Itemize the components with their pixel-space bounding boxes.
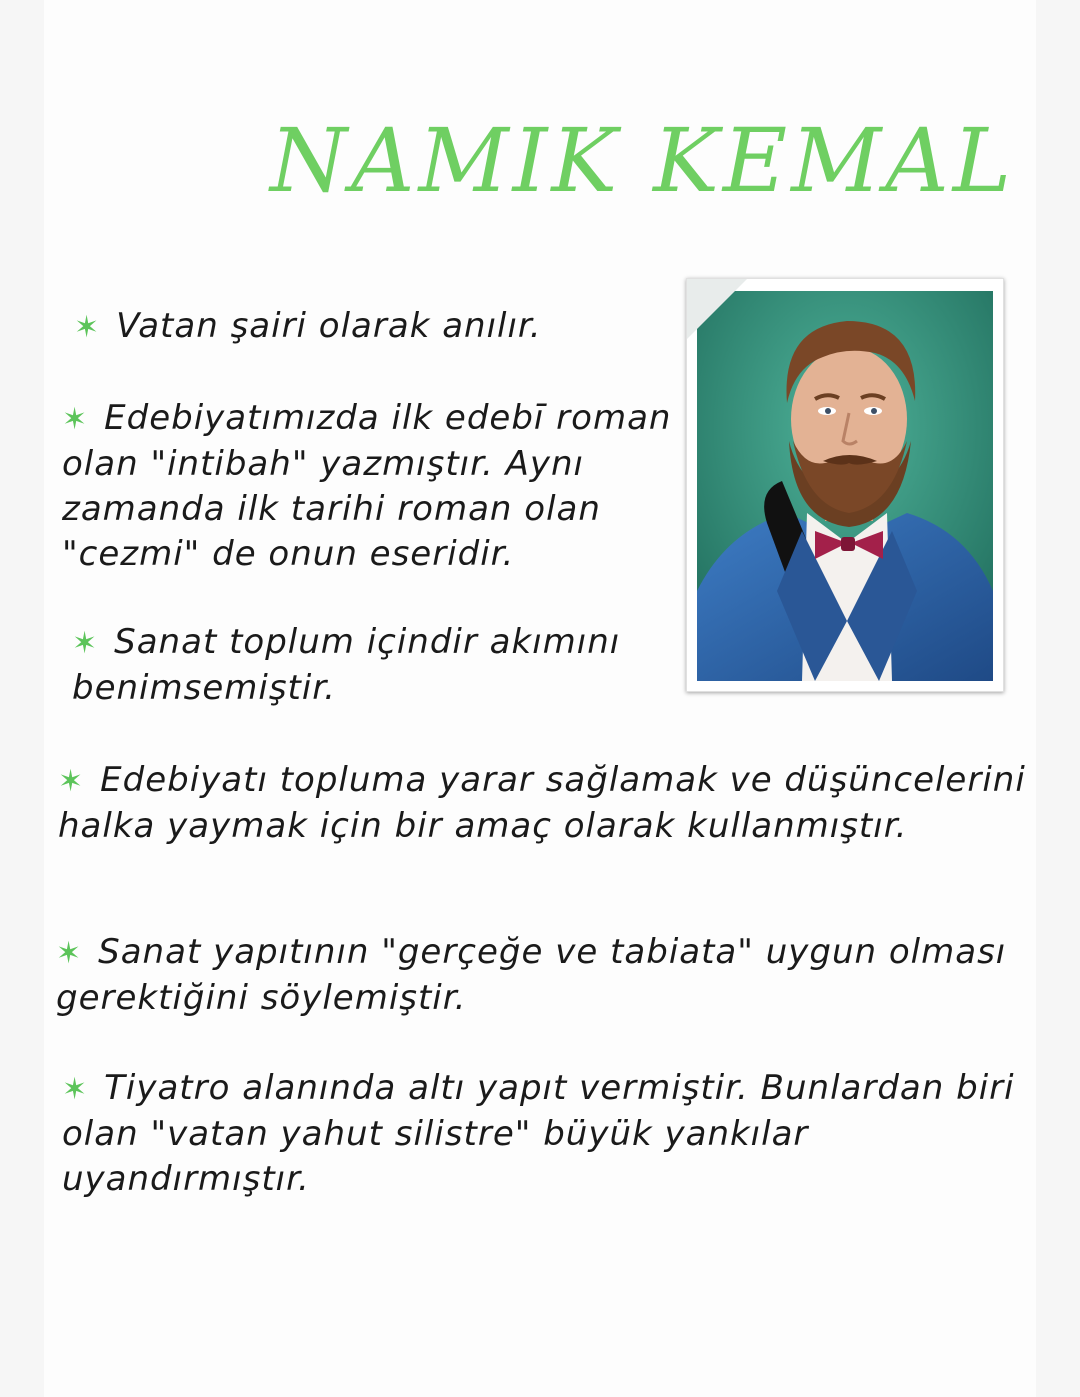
page-title: NAMIK KEMAL <box>270 109 1016 212</box>
note-text: Edebiyatı topluma yarar sağlamak ve düşüncelerini halka yaymak için bir amaç olarak kullanmıştır. <box>58 760 1026 846</box>
star-icon: ✶ <box>56 936 83 971</box>
star-icon: ✶ <box>62 1072 89 1107</box>
star-icon: ✶ <box>58 764 85 799</box>
note-item <box>72 620 672 711</box>
portrait-illustration <box>697 291 993 681</box>
note-text: Vatan şairi olarak anılır. <box>116 306 542 346</box>
portrait-photo <box>686 278 1004 692</box>
note-item <box>56 930 1016 1021</box>
photo-corner <box>687 279 747 339</box>
note-item <box>58 758 1048 849</box>
note-item <box>62 1066 1052 1202</box>
note-text: Sanat toplum içindir akımını benimsemiştir. <box>72 622 621 708</box>
note-item <box>74 304 674 350</box>
star-icon: ✶ <box>74 310 101 345</box>
star-icon: ✶ <box>62 402 89 437</box>
note-text: Tiyatro alanında altı yapıt vermiştir. Bunlardan biri olan "vatan yahut silistre" büyük yankılar uyandırmıştır. <box>62 1068 1015 1199</box>
star-icon: ✶ <box>72 626 99 661</box>
note-text: Sanat yapıtının "gerçeğe ve tabiata" uygun olması gerektiğini söylemiştir. <box>56 932 1007 1018</box>
note-item <box>62 396 682 577</box>
note-text: Edebiyatımızda ilk edebī roman olan "intibah" yazmıştır. Aynı zamanda ilk tarihi roman olan "cezmi" de onun eseridir. <box>62 398 672 574</box>
